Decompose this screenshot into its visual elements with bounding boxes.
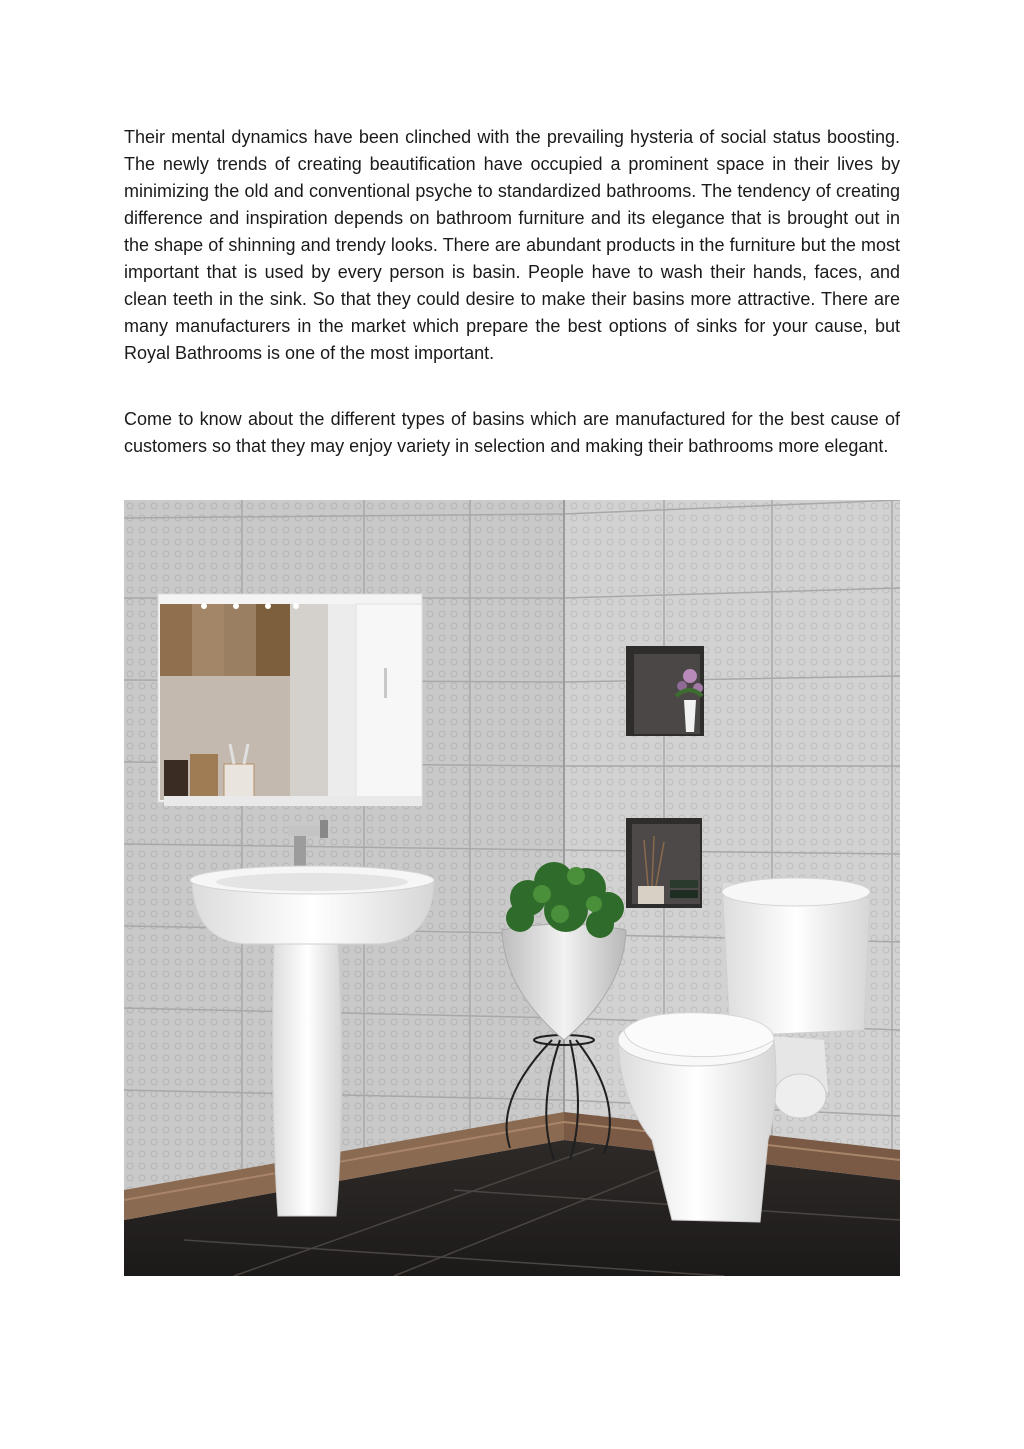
paragraph-intro: Their mental dynamics have been clinched with the prevailing hysteria of social status boosting. The newly trends of creating beautification have occupied a prominent space in their lives by minimizing the old and conventional psyche to standardized bathrooms. The tendency of creating difference and inspiration depends on bathroom furniture and its elegance that is brought out in the shape of shinning and trendy looks. There are abundant products in the furniture but the most important that is used by every person is basin. People have to wash their hands, faces, and clean teeth in the sink. So that they could desire to make their basins more attractive. There are many manufacturers in the market which prepare the best options of sinks for your cause, but Royal Bathrooms is one of the most important. <box>124 127 900 363</box>
wall-niche-upper <box>626 646 704 736</box>
wall-niche-lower <box>626 818 702 908</box>
paragraph-basin-types: Come to know about the different types of basins which are manufactured for the best cause of customers so that they may enjoy variety in selection and making their bathrooms more elegant. <box>124 409 900 456</box>
mirror-cabinet <box>158 594 422 806</box>
bathroom-photo <box>124 500 900 1276</box>
